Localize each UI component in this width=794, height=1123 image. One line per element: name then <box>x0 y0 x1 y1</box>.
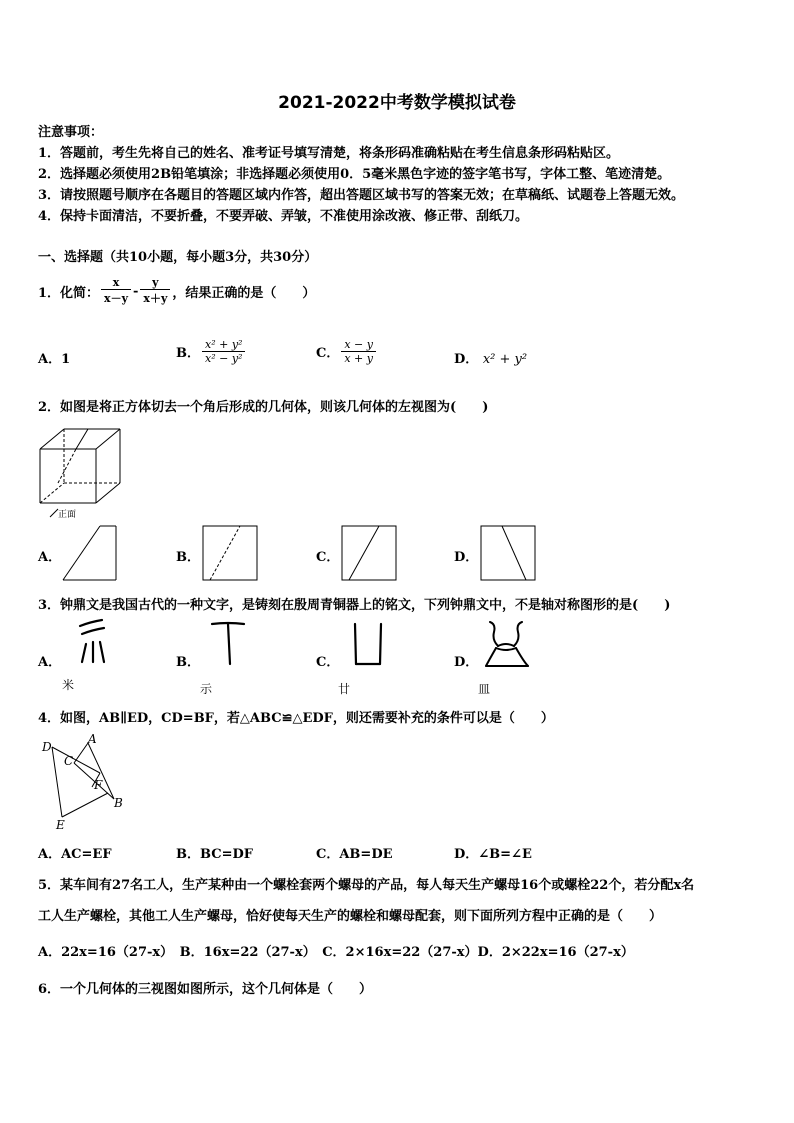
q2-option-d-figure[interactable] <box>480 525 537 581</box>
q4-label-d: D <box>42 740 52 754</box>
q1-option-b[interactable] <box>176 338 247 365</box>
q3-caption-b: 示 <box>200 682 213 696</box>
notice-item-1: 1．答题前，考生先将自己的姓名、准考证号填写清楚，将条形码准确粘贴在考生信息条形码粘贴区。 <box>38 146 620 161</box>
q3-option-b[interactable]: B． <box>176 655 200 670</box>
q1-option-b-label: B． <box>176 346 200 361</box>
q1-minus: - <box>133 283 139 299</box>
q3-caption-c: 廿 <box>338 682 351 696</box>
q1-option-d-expr: x² + y² <box>482 352 528 367</box>
q4-stem: 4．如图，AB∥ED，CD=BF，若△ABC≌△EDF，则还需要补充的条件可以是（ ） <box>38 711 554 726</box>
q1-f1-den: x－y <box>101 289 131 306</box>
q1-f2-den: x＋y <box>140 289 170 306</box>
q1-option-d[interactable] <box>454 348 527 367</box>
q1-prefix: 1．化简： <box>38 285 100 301</box>
notice-heading: 注意事项： <box>38 125 104 140</box>
q4-label-b: B <box>114 796 123 810</box>
q3-option-d[interactable]: D． <box>454 655 479 670</box>
q1-option-a[interactable]: A．1 <box>38 352 71 367</box>
q2-option-b[interactable]: B． <box>176 550 200 565</box>
q1-c-num: x − y <box>344 338 373 351</box>
q5-options[interactable]: A．22x=16（27-x） B．16x=22（27-x） C．2×16x=22（27-x）D．2×22x=16（27-x） <box>38 945 634 960</box>
q3-option-c[interactable]: C． <box>316 655 340 670</box>
q5-stem-line-2: 工人生产螺栓，其他工人生产螺母，恰好使每天生产的螺栓和螺母配套，则下面所列方程中正确的是（ ） <box>38 909 663 924</box>
q2-option-b-figure[interactable] <box>202 525 259 581</box>
q4-label-f: F <box>94 778 103 792</box>
q1-c-den: x + y <box>341 351 376 365</box>
q4-triangle-figure <box>36 733 132 833</box>
q2-option-c[interactable]: C． <box>316 550 340 565</box>
q1-f2-num: y <box>152 276 159 289</box>
q1-b-den: x² − y² <box>202 351 245 365</box>
q3-option-a-glyph[interactable] <box>74 618 108 666</box>
notice-item-3: 3．请按照题号顺序在各题目的答题区域内作答，超出答题区域书写的答案无效；在草稿纸、试题卷上答题无效。 <box>38 188 685 203</box>
q3-option-b-glyph[interactable] <box>208 620 248 668</box>
q4-label-a: A <box>88 733 97 746</box>
q3-option-a[interactable]: A． <box>38 655 62 670</box>
q4-option-d[interactable]: D．∠B=∠E <box>454 847 532 862</box>
q4-option-c[interactable]: C．AB=DE <box>316 847 393 862</box>
q4-option-a[interactable]: A．AC=EF <box>38 847 112 862</box>
q3-stem: 3．钟鼎文是我国古代的一种文字，是铸刻在殷周青铜器上的铭文，下列钟鼎文中，不是轴对称图形的是( ) <box>38 598 671 613</box>
q1-fraction-1 <box>101 276 131 306</box>
q3-caption-a: 米 <box>62 678 75 692</box>
q4-label-e: E <box>56 818 65 832</box>
q2-option-d[interactable]: D． <box>454 550 479 565</box>
q2-stem: 2．如图是将正方体切去一个角后形成的几何体，则该几何体的左视图为( ) <box>38 400 489 415</box>
q1-suffix: ，结果正确的是（ ） <box>172 285 316 301</box>
q2-option-a-figure[interactable] <box>62 525 118 581</box>
q1-f1-num: x <box>112 276 120 289</box>
q4-option-b[interactable]: B．BC=DF <box>176 847 253 862</box>
q5-stem-line-1: 5．某车间有27名工人，生产某种由一个螺栓套两个螺母的产品，每人每天生产螺母16个或螺栓22个，若分配x名 <box>38 878 695 893</box>
q1-b-num: x² + y² <box>205 338 243 351</box>
q1-option-c-label: C． <box>316 346 340 361</box>
q4-label-c: C <box>64 754 74 768</box>
q1-stem <box>38 276 315 306</box>
q2-front-label: 正面 <box>58 510 77 520</box>
q1-option-c-fraction <box>341 338 376 365</box>
q1-option-c[interactable] <box>316 338 378 365</box>
q2-option-a[interactable]: A． <box>38 550 62 565</box>
section-heading: 一、选择题（共10小题，每小题3分，共30分） <box>38 250 318 265</box>
q1-option-d-label: D． <box>454 352 479 367</box>
q2-option-c-figure[interactable] <box>341 525 398 581</box>
q3-option-c-glyph[interactable] <box>350 622 386 668</box>
notice-item-4: 4．保持卡面清洁，不要折叠，不要弄破、弄皱，不准使用涂改液、修正带、刮纸刀。 <box>38 209 529 224</box>
page-title: 2021-2022中考数学模拟试卷 <box>278 93 516 113</box>
q1-fraction-2 <box>140 276 170 306</box>
q3-option-d-glyph[interactable] <box>482 618 532 670</box>
notice-item-2: 2．选择题必须使用2B铅笔填涂；非选择题必须使用0．5毫米黑色字迹的签字笔书写，字体工整、笔迹清楚。 <box>38 167 671 182</box>
q1-option-b-fraction <box>202 338 245 365</box>
q6-stem: 6．一个几何体的三视图如图所示，这个几何体是（ ） <box>38 982 373 997</box>
q3-caption-d: 皿 <box>478 682 491 696</box>
q2-cube-figure <box>36 425 126 520</box>
